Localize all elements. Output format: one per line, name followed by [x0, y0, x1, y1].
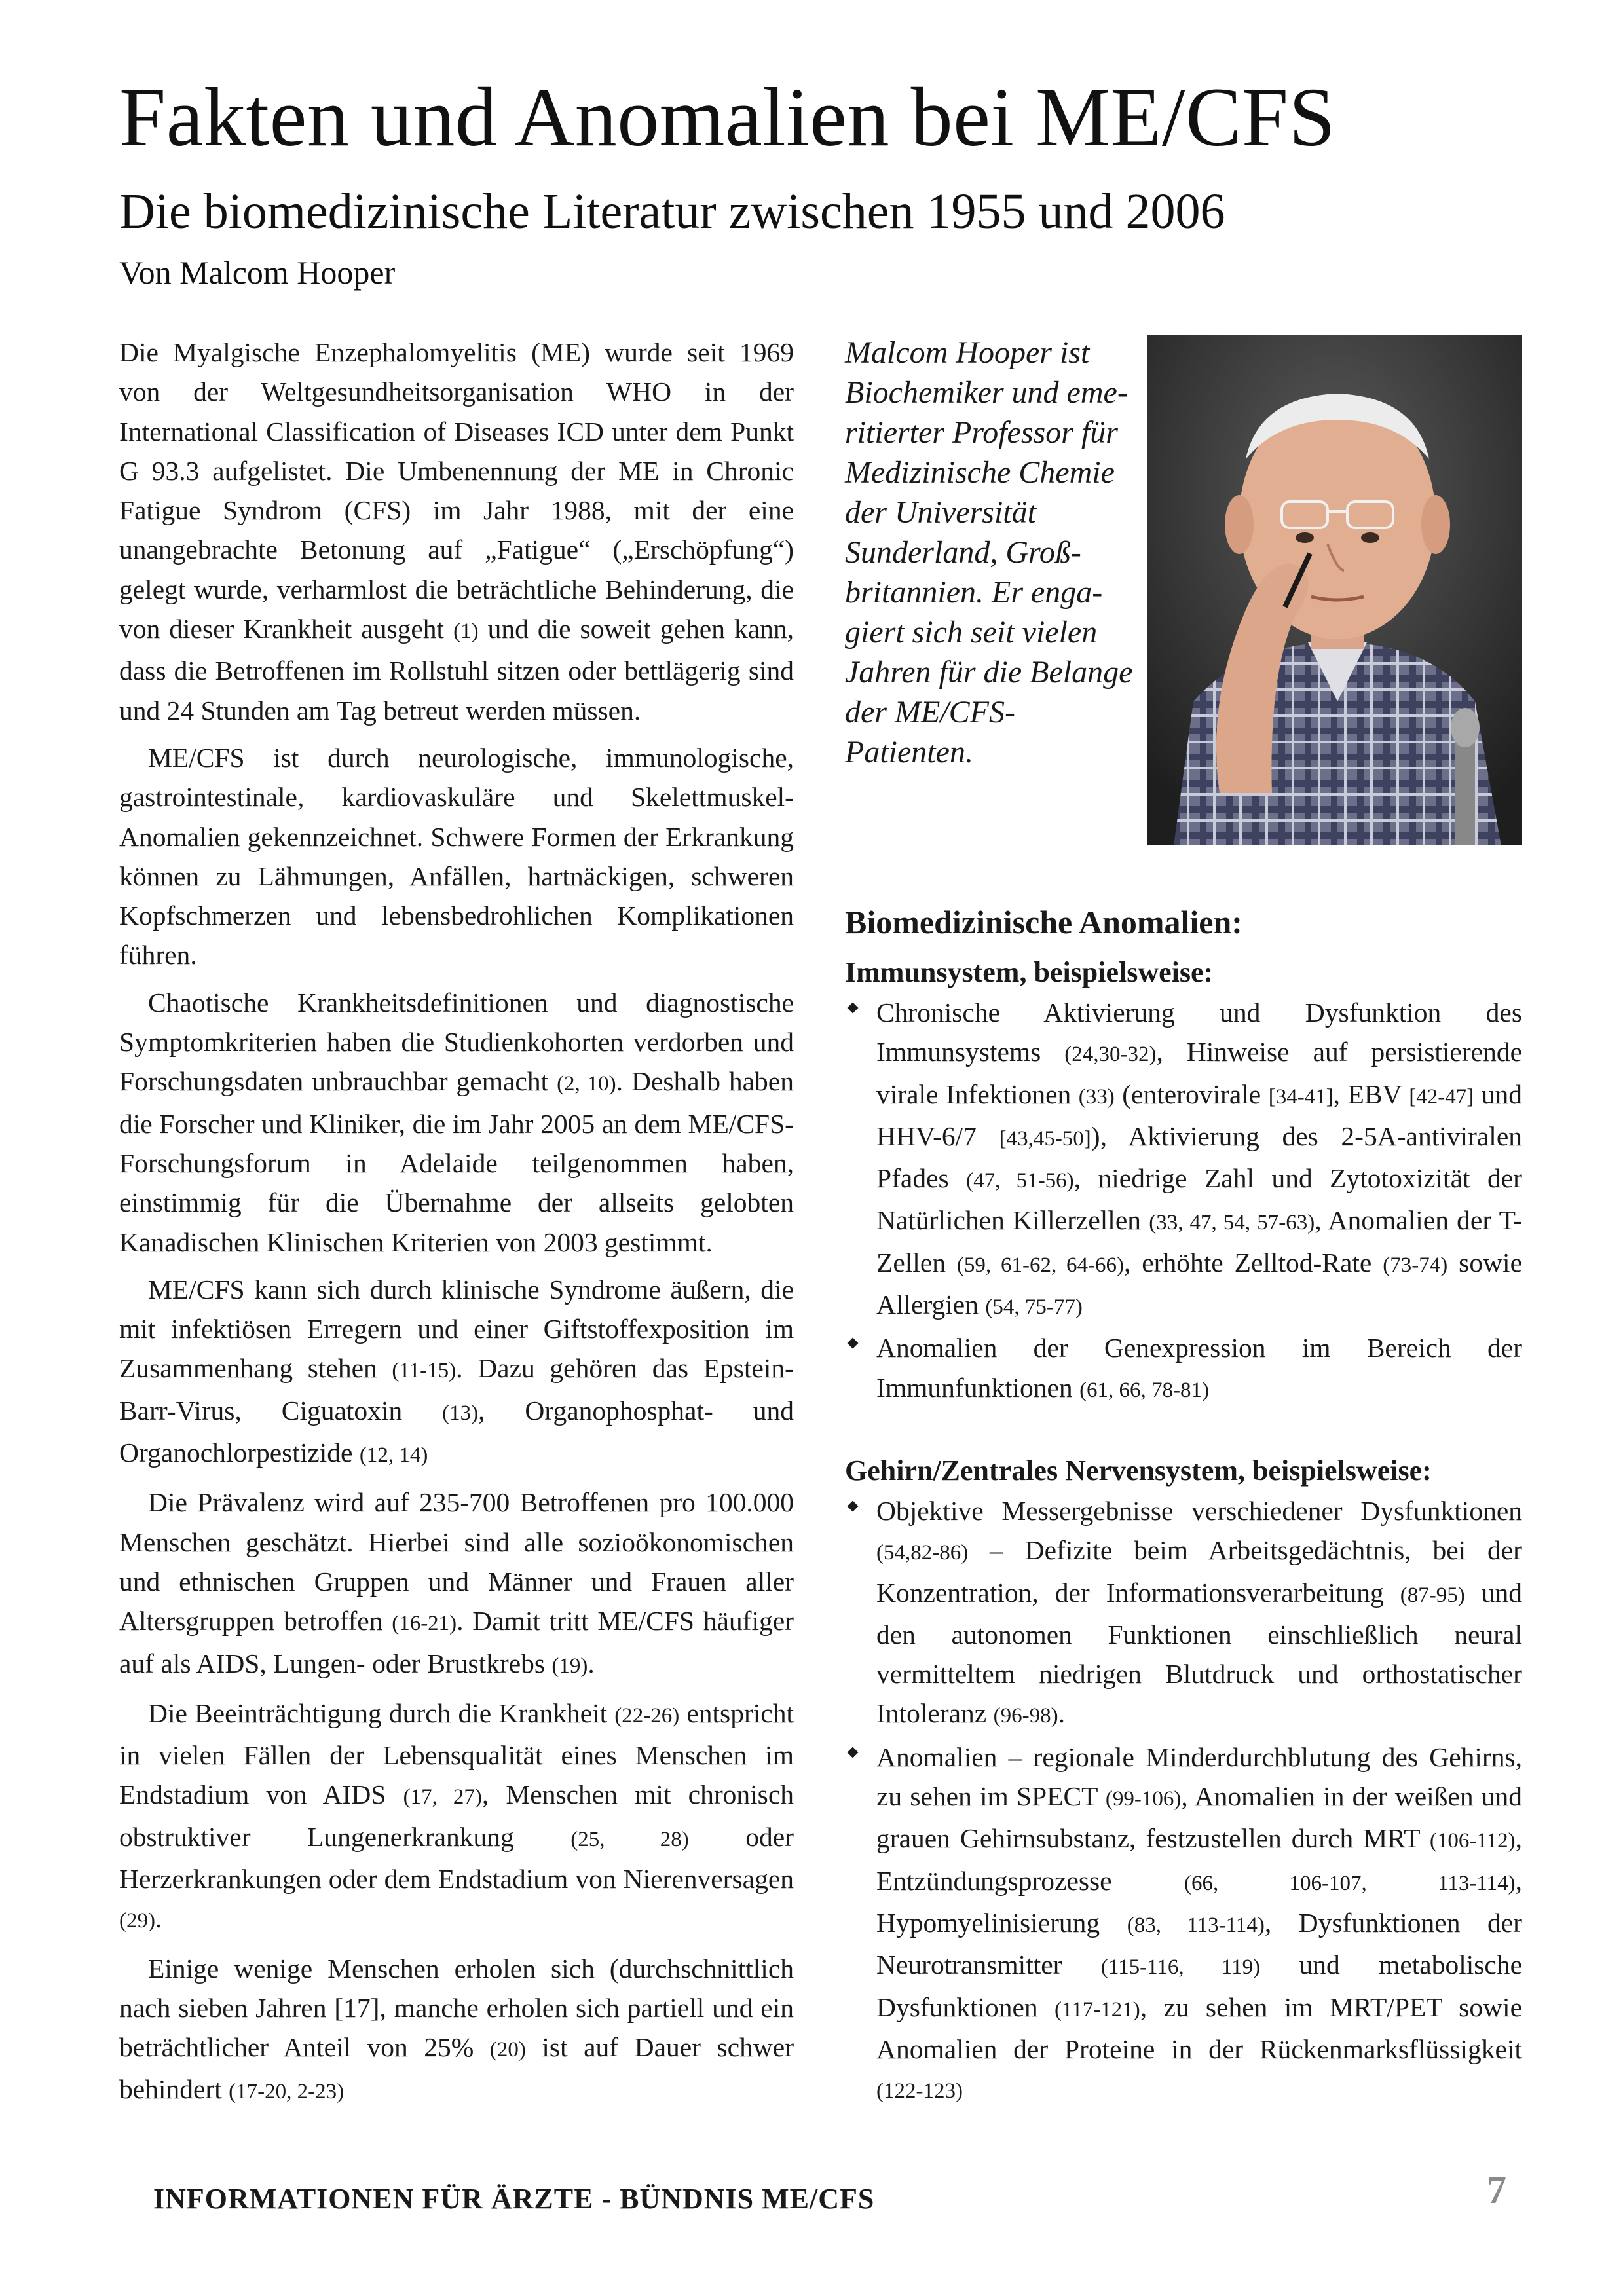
citation: (66, 106-107, 113-114): [1184, 1871, 1516, 1895]
list-item: [845, 1491, 1522, 1736]
bio-line: Sunderland, Groß-: [845, 535, 1081, 570]
main-text-column: [119, 333, 794, 2120]
paragraph-recovery: Einige wenige Menschen erholen sich (durchschnittlich nach sieben Jahren [17], manche erholen sich partiell und ein beträchtlicher Anteil von 25% (20) ist auf Dauer schwer behindert (17-20, 2-23): [119, 1953, 794, 2105]
citation: (87-95): [1400, 1583, 1465, 1607]
citation: (12, 14): [359, 1443, 428, 1468]
citation: [42-47]: [1409, 1084, 1474, 1109]
list-item-text: (enterovirale: [1114, 1079, 1269, 1109]
list-item: [845, 1737, 1522, 2111]
page-number: 7: [1487, 2168, 1506, 2212]
page-subtitle: Die biomedizinische Literatur zwischen 1955 und 2006: [119, 184, 1225, 239]
author-byline: Von Malcom Hooper: [119, 254, 396, 291]
bio-line: der Universität: [845, 495, 1036, 530]
list-item-text: , Anomalien der T-Zellen: [876, 1205, 1523, 1278]
list-item-text: sowie Allergien: [876, 1247, 1522, 1320]
citation: (17, 27): [403, 1785, 482, 1809]
bullet-diamond-icon: [848, 1500, 859, 1511]
paragraph-impairment: Die Beeinträchtigung durch die Krankheit (22-26) entspricht in vielen Fällen der Lebensqualität eines Menschen im Endstadium von AIDS (17, 27), Menschen mit chronisch obstruktiver Lungenerkrankung (25, 28) oder Herzerkrankungen oder dem Endstadium von Nierenversagen (29).: [119, 1697, 794, 1934]
list-item-text: Anomalien – regionale Minderdurchblutung des Gehirns, zu sehen im SPECT: [876, 1741, 1522, 1812]
list-item-text: , niedrige Zahl und Zytotoxizität der Natürlichen Killerzellen: [876, 1163, 1522, 1236]
citation: (106-112): [1429, 1829, 1516, 1853]
paragraph-intro: Die Myalgische Enzephalomyelitis (ME) wurde seit 1969 von der Weltgesundheitsorganisation WHO in der International Classification of Diseases ICD unter dem Punkt G 93.3 aufgelistet. Die Umbenennung der ME in Chronic Fatigue Syndrom (CFS) im Jahr 1988, mit der eine unangebrachte Betonung auf „Fatigue“ („Erschöpfung“) gelegt wurde, verharmlost die beträchtliche Behinderung, die von dieser Krankheit ausgeht (1) und die soweit gehen kann, dass die Betroffenen im Rollstuhl sitzen oder bettlägerig sind und 24 Stunden am Tag betreut werden müssen.: [119, 337, 794, 726]
bio-line: der ME/CFS-: [845, 695, 1015, 730]
citation: (73-74): [1383, 1253, 1448, 1277]
immune-list: [845, 993, 1522, 1410]
bio-line: ritierter Professor für: [845, 415, 1118, 450]
citation: (13): [442, 1401, 479, 1425]
list-item-text: und den autonomen Funktionen einschließlich neural vermitteltem niedrigen Blutdruck und orthostatischer Intoleranz: [876, 1577, 1522, 1729]
list-item-text: Objektive Messergebnisse verschiedener Dysfunktionen: [876, 1495, 1522, 1526]
bullet-diamond-icon: [848, 1747, 859, 1758]
citation: (33): [1078, 1084, 1115, 1109]
citation: (17-20, 2-23): [229, 2080, 345, 2104]
citation: (54, 75-77): [985, 1295, 1083, 1320]
list-item-text: , zu sehen im MRT/PET sowie Anomalien der Proteine in der Rückenmarksflüssigkeit: [876, 1991, 1523, 2064]
paragraph-syndromes: ME/CFS kann sich durch klinische Syndrome äußern, die mit infektiösen Erregern und einer Giftstoffexposition im Zusammenhang stehen (11-15). Dazu gehören das Epstein-Barr-Virus, Ciguatoxin (13), Organophosphat- und Organochlorpestizide (12, 14): [119, 1274, 794, 1468]
bio-line: britannien. Er enga-: [845, 575, 1103, 610]
citation: (83, 113-114): [1127, 1913, 1265, 1937]
subsection-heading-immune: Immunsystem, beispielsweise:: [845, 956, 1214, 988]
subsection-heading-brain: Gehirn/Zentrales Nervensystem, beispielsweise:: [845, 1454, 1432, 1487]
bio-line: Patienten.: [845, 735, 973, 769]
citation: (19): [551, 1654, 588, 1678]
list-item-text: – Defizite beim Arbeitsgedächtnis, bei der Konzentration, der Informationsverarbeitung: [876, 1535, 1522, 1608]
citation: (47, 51-56): [966, 1169, 1074, 1193]
list-item: [845, 1328, 1522, 1410]
list-item-text: , Hinweise auf persistierende virale Infektionen: [876, 1037, 1522, 1109]
citation: (24,30-32): [1064, 1043, 1157, 1067]
citation: (54,82-86): [876, 1541, 969, 1565]
citation: (33, 47, 54, 57-63): [1149, 1211, 1315, 1235]
list-item-text: , Hypomyelinisierung: [876, 1865, 1522, 1938]
citation: (16-21): [392, 1612, 457, 1636]
paragraph-symptoms: ME/CFS ist durch neurologische, immunologische, gastrointestinale, kardiovaskuläre und Skelettmuskel-Anomalien gekennzeichnet. Schwere Formen der Erkrankung können zu Lähmungen, Anfällen, hartnäckigen, schweren Kopfschmerzen und lebensbedrohlichen Komplikationen führen.: [119, 742, 794, 971]
citation: (61, 66, 78-81): [1079, 1378, 1210, 1402]
citation: (96-98): [993, 1704, 1058, 1728]
citation: (122-123): [876, 2079, 963, 2103]
citation: (22-26): [614, 1703, 680, 1728]
paragraph-definitions: Chaotische Krankheitsdefinitionen und diagnostische Symptomkriterien haben die Studienkohorten verdorben und Forschungsdaten unbrauchbar gemacht (2, 10). Deshalb haben die Forscher und Kliniker, die im Jahr 2005 an dem ME/CFS-Forschungsforum in Adelaide teilgenommen haben, einstimmig für die Übernahme der allseits gelobten Kanadischen Klinischen Kriterien von 2003 gestimmt.: [119, 987, 794, 1257]
list-item-text: Anomalien der Genexpression im Bereich der Immunfunktionen: [876, 1333, 1522, 1403]
list-item-text: und metabolische Dysfunktionen: [876, 1950, 1522, 2022]
citation: (2, 10): [557, 1072, 616, 1096]
page-title: Fakten und Anomalien bei ME/CFS: [119, 71, 1336, 164]
footer-text: INFORMATIONEN FÜR ÄRZTE - BÜNDNIS ME/CFS: [153, 2183, 875, 2215]
author-photo: [1147, 335, 1522, 845]
citation: (11-15): [392, 1359, 457, 1383]
list-item: [845, 993, 1522, 1327]
bio-line: giert sich seit vielen: [845, 615, 1098, 650]
bio-line: Biochemiker und eme-: [845, 375, 1128, 410]
list-item-text: , erhöhte Zelltod-Rate: [1123, 1247, 1383, 1278]
section-heading: Biomedizinische Anomalien:: [845, 904, 1242, 940]
list-item-text: , EBV: [1333, 1079, 1409, 1109]
bullet-diamond-icon: [848, 1003, 859, 1014]
anomalies-column: [845, 901, 1522, 2112]
citation: [43,45-50]: [999, 1126, 1091, 1151]
list-item-text: , Anomalien in der weißen und grauen Gehirnsubstanz, festzustellen durch MRT: [876, 1781, 1523, 1854]
brain-list: [845, 1491, 1522, 2111]
citation: (117-121): [1054, 1997, 1140, 2022]
citation: (115-116, 119): [1100, 1955, 1261, 1980]
list-item-text: , Dysfunktionen der Neurotransmitter: [876, 1907, 1522, 1980]
citation: (29): [119, 1909, 155, 1933]
bullet-diamond-icon: [848, 1338, 859, 1349]
citation: (25, 28): [570, 1827, 689, 1851]
list-item-text: ), Aktivierung des 2-5A-antiviralen Pfades: [876, 1120, 1522, 1194]
citation: (1): [453, 620, 479, 644]
bio-line: Medizinische Chemie: [845, 455, 1115, 490]
list-item-text: und HHV-6/7: [876, 1079, 1522, 1151]
citation: (59, 61-62, 64-66): [956, 1253, 1124, 1277]
list-item-text: Chronische Aktivierung und Dysfunktion des Immunsystems: [876, 997, 1522, 1067]
citation: (20): [489, 2038, 526, 2062]
citation: [34-41]: [1268, 1084, 1334, 1109]
citation: (99-106): [1105, 1787, 1182, 1811]
list-item-text: , Entzündungsprozesse: [876, 1823, 1522, 1896]
list-item-text: .: [1058, 1698, 1065, 1729]
author-bio: [845, 333, 1133, 772]
bio-line: Malcom Hooper ist: [845, 335, 1090, 370]
paragraph-prevalence: Die Prävalenz wird auf 235-700 Betroffenen pro 100.000 Menschen geschätzt. Hierbei sind alle sozioökonomischen und ethnischen Gruppen und Männer und Frauen aller Altersgruppen betroffen (16-21). Damit tritt ME/CFS häufiger auf als AIDS, Lungen- oder Brustkrebs (19).: [119, 1487, 794, 1678]
bio-line: Jahren für die Belange: [845, 655, 1133, 690]
